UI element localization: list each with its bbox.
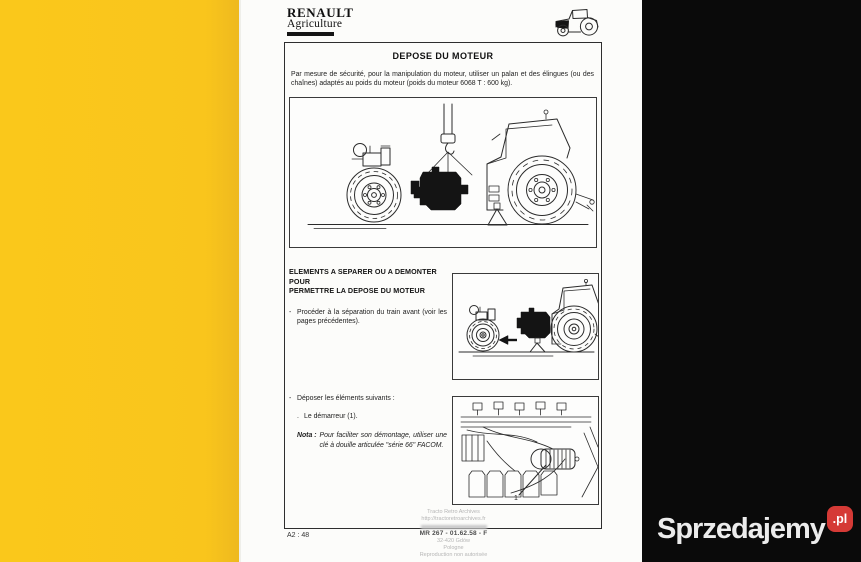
bullet-front-axle [289, 308, 447, 326]
figure-starter-closeup [452, 396, 599, 505]
manual-page [239, 0, 642, 562]
section-removal [285, 394, 601, 505]
page-title: DEPOSE DU MOTEUR [392, 51, 494, 61]
brand-name: RENAULT [287, 5, 354, 20]
left-yellow-band [0, 0, 239, 562]
brand-division: Agriculture [287, 18, 343, 30]
item-marker: . [297, 413, 299, 420]
item-starter [297, 412, 447, 421]
figure-front-separation [452, 273, 599, 380]
bullet-text: Déposer les éléments suivants : [297, 395, 395, 402]
page-number: A2 : 48 [287, 532, 310, 539]
intro-paragraph: Par mesure de sécurité, pour la manipulation du moteur, utiliser un palan et des élingues (ou des chaînes) adaptés au poids du moteur (poids du moteur 6068 T : 600 kg). [291, 71, 594, 87]
section-heading-line1: ELEMENTS A SEPARER OU A DEMONTER POUR [289, 267, 437, 286]
manual-reference: MR 267 - 01.62.58 - F [419, 530, 488, 537]
watermark-url: http://tractoretroarchives.fr [421, 516, 486, 522]
bullet-marker: - [289, 308, 292, 316]
nota-text: Pour faciliter son démontage, utiliser une clé à douille articulée "série 66" FACOM. [319, 432, 447, 449]
logo-underline-bar [287, 32, 334, 37]
watermark-archive-name: Tracto Retro Archives [427, 509, 480, 515]
sprzedajemy-wordmark: Sprzedajemy [657, 513, 825, 545]
section-separation [285, 261, 601, 380]
sprzedajemy-logo [657, 512, 853, 546]
watermark-postal: 32-420 Gdów [436, 538, 471, 544]
content-box [284, 42, 602, 529]
bullet-marker: - [289, 395, 292, 402]
bullet-remove-elements [289, 394, 447, 403]
figure-engine-hoist [289, 97, 597, 248]
watermark [371, 509, 536, 559]
tractor-icon [552, 5, 602, 39]
watermark-illegible-line [421, 525, 487, 529]
section-heading [289, 267, 447, 296]
nota-label: Nota : [297, 432, 317, 439]
watermark-country: Pologne [443, 545, 464, 551]
renault-agriculture-logo [287, 7, 354, 36]
pl-badge: .pl [827, 506, 853, 532]
figure-callout-1: 1 [514, 495, 518, 502]
nota-block [297, 431, 447, 450]
section-heading-line2: PERMETTRE LA DEPOSE DU MOTEUR [289, 286, 426, 295]
item-text: Le démarreur (1). [304, 413, 358, 420]
bullet-text: Procéder à la séparation du train avant (voir les pages précédentes). [297, 308, 447, 325]
watermark-notice: Reproduction non autorisée [419, 552, 488, 558]
right-black-band [642, 0, 861, 562]
